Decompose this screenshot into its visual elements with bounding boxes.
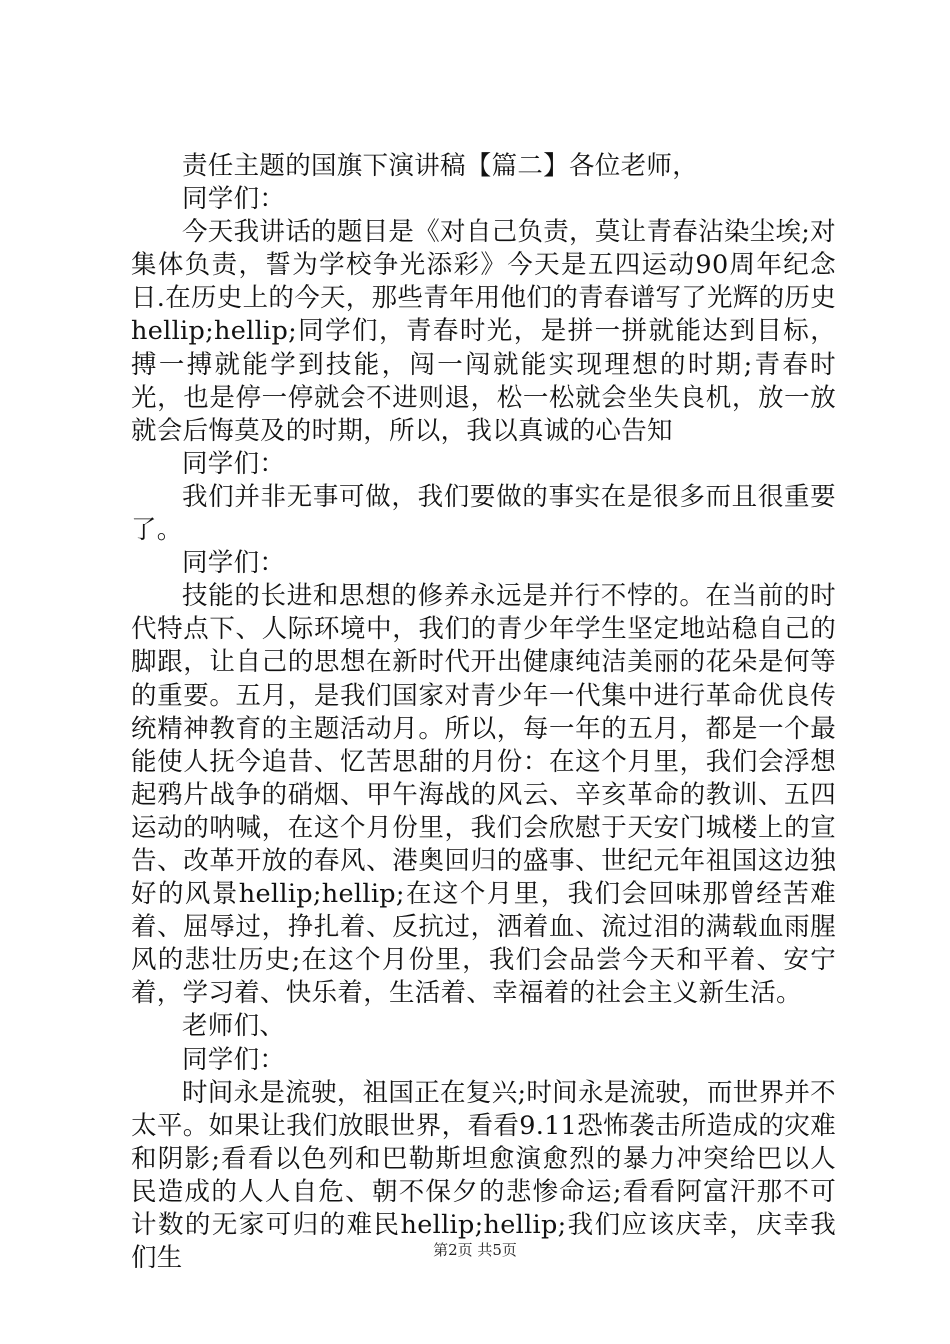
paragraph-body: 我们并非无事可做，我们要做的事实在是很多而且很重要了。 xyxy=(131,481,836,546)
paragraph-body: 技能的长进和思想的修养永远是并行不悖的。在当前的时代特点下、人际环境中，我们的青少年学生坚定地站稳自己的脚跟，让自己的思想在新时代开出健康纯洁美丽的花朵是何等的重要。五月，是我们国家对青少年一代集中进行革命优良传统精神教育的主题活动月。所以，每一年的五月，都是一个最能使人抚今追昔、忆苦思甜的月份：在这个月里，我们会浮想起鸦片战争的硝烟、甲午海战的风云、辛亥革命的教训、五四运动的呐喊，在这个月份里，我们会欣慰于天安门城楼上的宣告、改革开放的春风、港奥回归的盛事、世纪元年祖国这边独好的风景hellip;hellip;在这个月里，我们会回味那曾经苦难着、屈辱过，挣扎着、反抗过，洒着血、流过泪的满载血雨腥风的悲壮历史;在这个月份里，我们会品尝今天和平着、安宁着，学习着、快乐着，生活着、幸福着的社会主义新生活。 xyxy=(131,581,836,1009)
paragraph-salutation: 同学们： xyxy=(182,448,286,479)
paragraph-title: 责任主题的国旗下演讲稿【篇二】各位老师， xyxy=(182,151,699,181)
page-footer xyxy=(0,1240,950,1260)
paragraph-body: 时间永是流驶，祖国正在复兴;时间永是流驶，而世界并不太平。如果让我们放眼世界，看看9.11恐怖袭击所造成的灾难和阴影;看看以色列和巴勒斯坦愈演愈烈的暴力冲突给巴以人民造成的人人自危、朝不保夕的悲惨命运;看看阿富汗那不可计数的无家可归的难民hellip;hellip;我们应该庆幸，庆幸我们生 xyxy=(131,1077,836,1274)
page-number-label: 第2页 共5页 xyxy=(433,1241,517,1259)
paragraph-body: 今天我讲话的题目是《对自己负责，莫让青春沾染尘埃;对集体负责，誓为学校争光添彩》今天是五四运动90周年纪念日.在历史上的今天，那些青年用他们的青春谱写了光辉的历史hellip;hellip;同学们，青春时光，是拼一拼就能达到目标，搏一搏就能学到技能，闯一闯就能实现理想的时期;青春时光，也是停一停就会不进则退，松一松就会坐失良机，放一放就会后悔莫及的时期，所以，我以真诚的心告知 xyxy=(131,217,837,446)
paragraph-salutation: 老师们、 xyxy=(182,1011,286,1042)
paragraph-salutation: 同学们： xyxy=(182,1044,286,1075)
paragraph-salutation: 同学们： xyxy=(182,184,286,215)
paragraph-salutation: 同学们： xyxy=(182,548,286,579)
document-body xyxy=(131,150,836,1275)
